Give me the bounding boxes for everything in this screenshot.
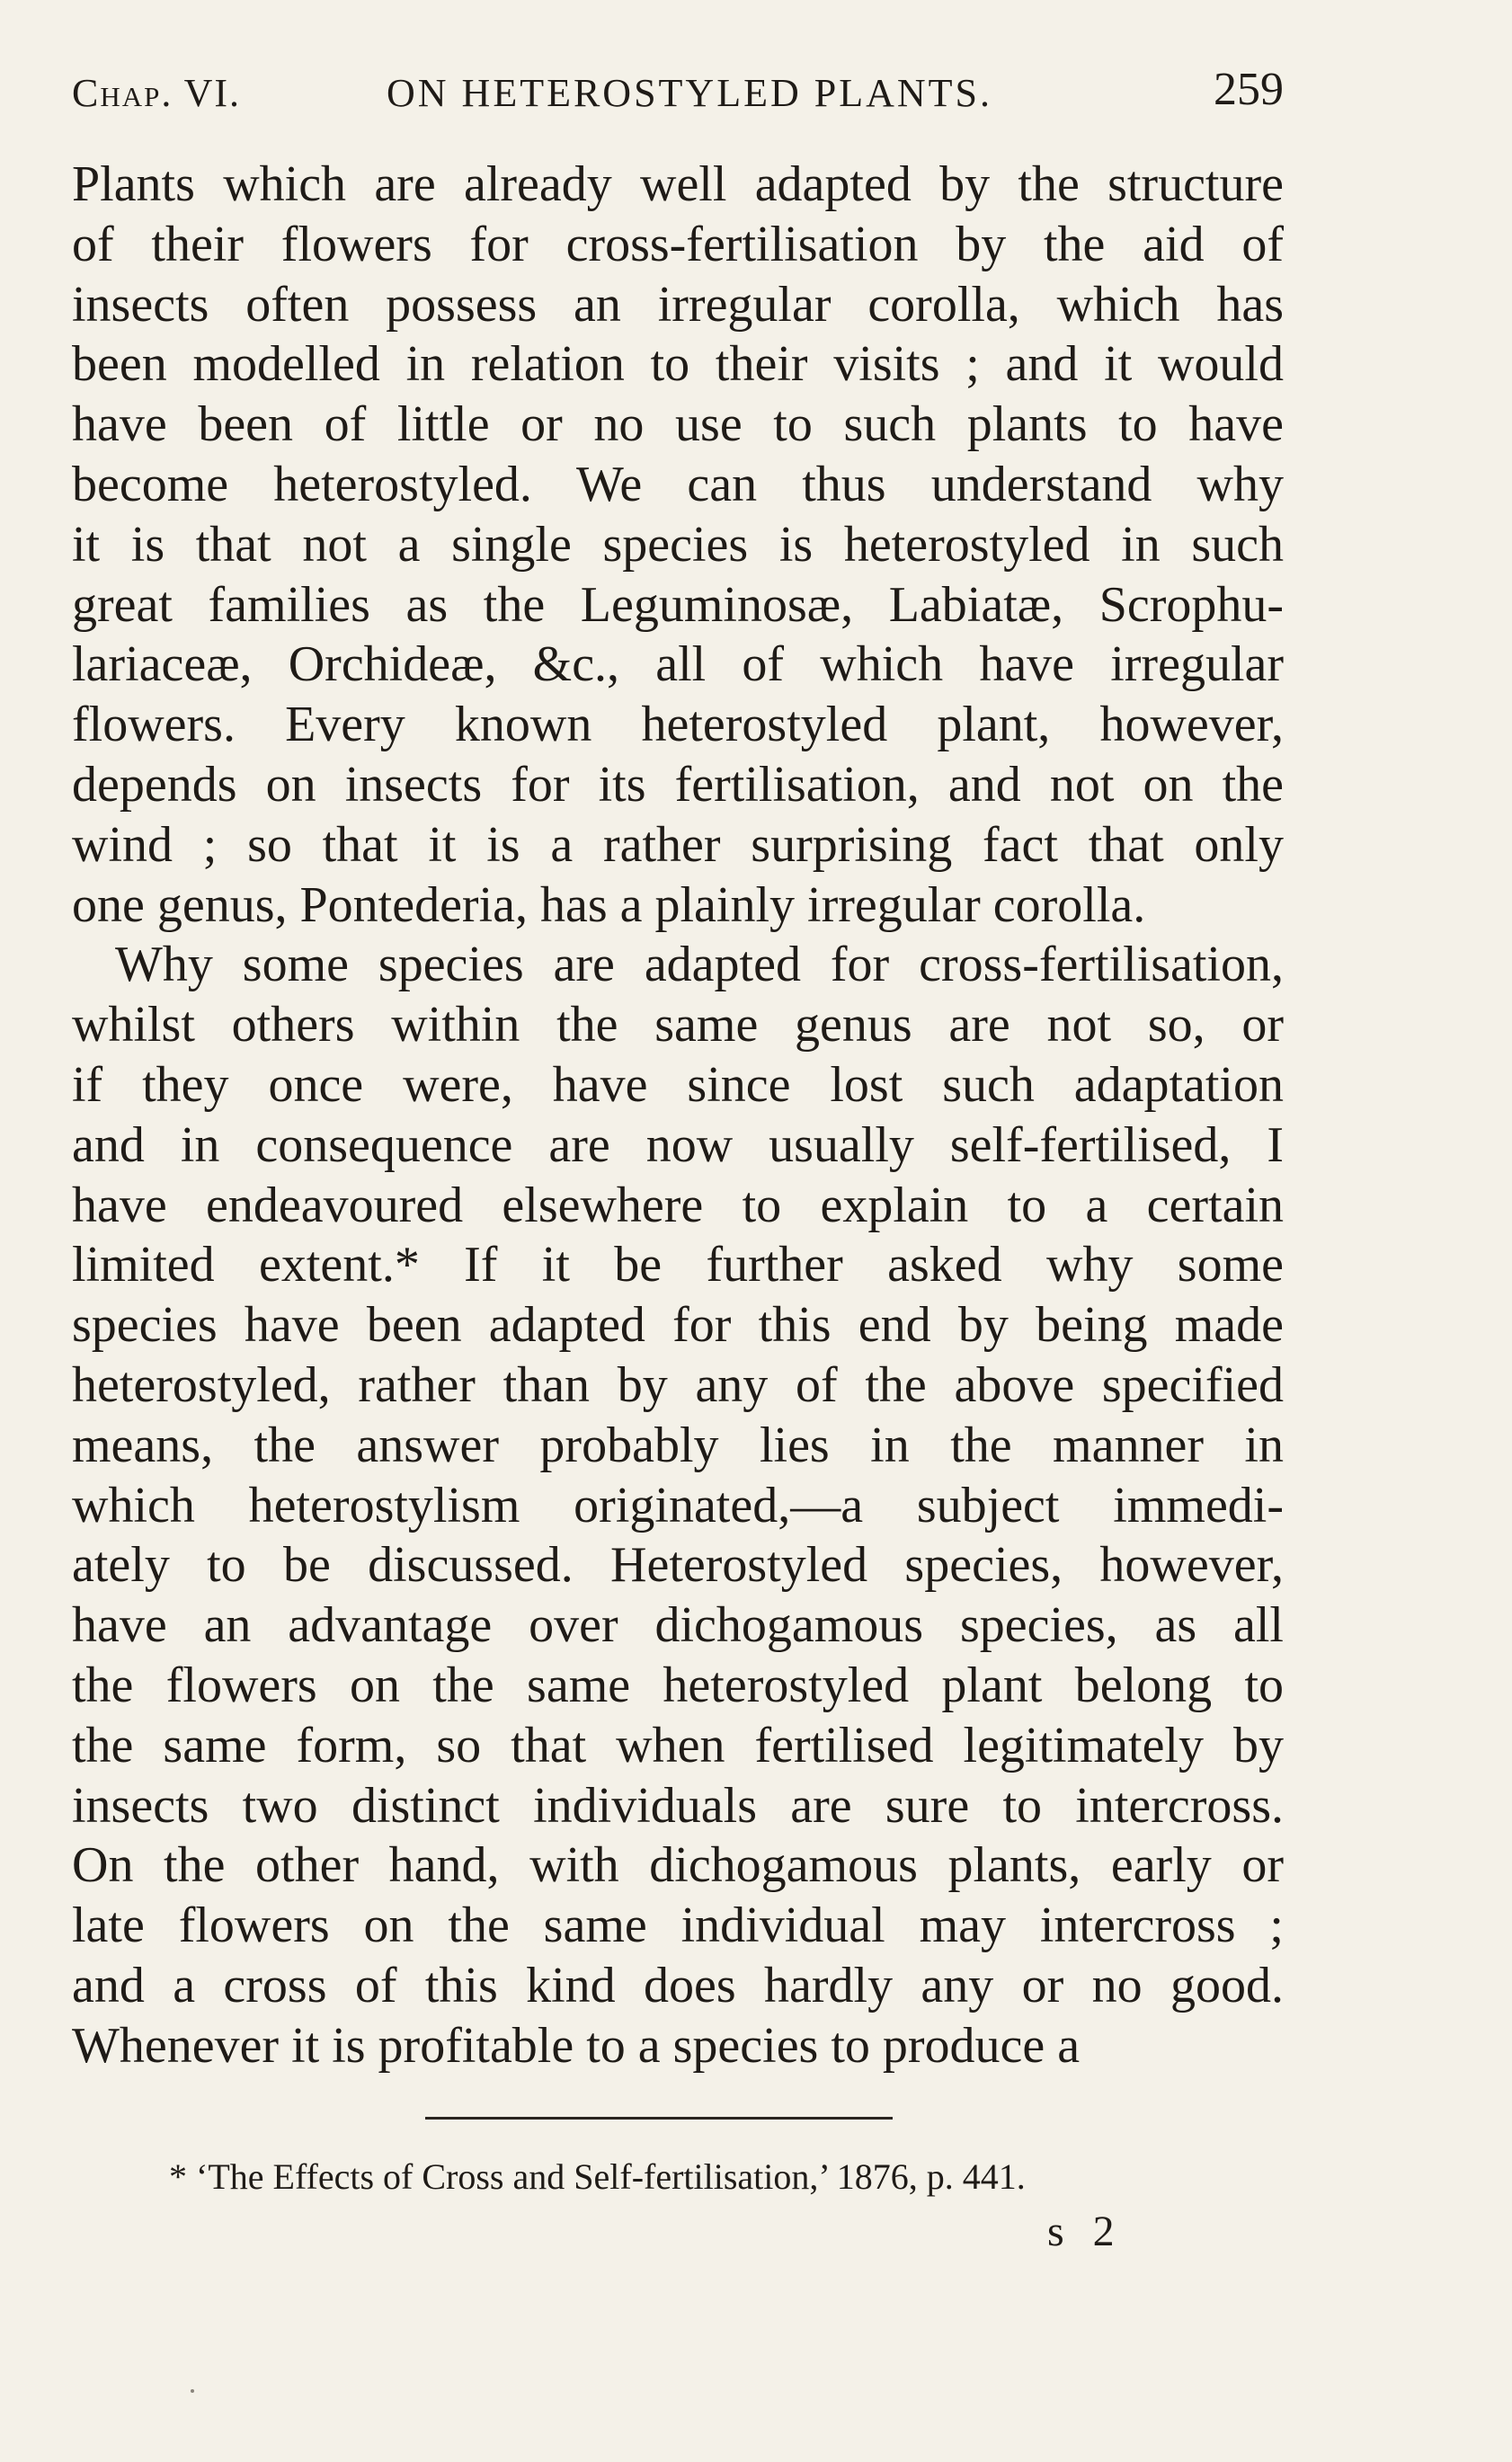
- chapter-label: Chap. VI.: [72, 71, 241, 115]
- paragraph: [72, 935, 1284, 2075]
- text-line: insects often possess an irregular corolla, which has: [72, 276, 1284, 333]
- text-line: great families as the Leguminosæ, Labiatæ, Scrophu-: [72, 576, 1284, 633]
- text-line: Plants which are already well adapted by the structure: [72, 156, 1284, 212]
- text-line: depends on insects for its fertilisation, and not on the: [72, 756, 1284, 813]
- running-header: [72, 63, 1284, 117]
- text-line: wind ; so that it is a rather surprising fact that only: [72, 816, 1284, 873]
- text-line: ately to be discussed. Heterostyled species, however,: [72, 1537, 1284, 1594]
- text-line: On the other hand, with dichogamous plants, early or: [72, 1837, 1284, 1894]
- text-line: Whenever it is profitable to a species to produce a: [72, 2017, 1081, 2074]
- text-line: means, the answer probably lies in the manner in: [72, 1417, 1284, 1473]
- text-line: and a cross of this kind does hardly any or no good.: [72, 1957, 1284, 2013]
- footnote-divider: [425, 2117, 893, 2120]
- text-line: it is that not a single species is heterostyled in such: [72, 516, 1284, 573]
- text-line: late flowers on the same individual may intercross ;: [72, 1898, 1284, 1954]
- text-line: have endeavoured elsewhere to explain to a certain: [72, 1177, 1284, 1233]
- text-line: flowers. Every known heterostyled plant, however,: [72, 697, 1284, 753]
- text-line: lariaceæ, Orchideæ, &c., all of which have irregular: [72, 636, 1284, 693]
- text-line: heterostyled, rather than by any of the above specified: [72, 1356, 1284, 1413]
- text-line: whilst others within the same genus are not so, or: [72, 997, 1284, 1053]
- signature-mark: s 2: [1047, 2208, 1124, 2255]
- text-line: limited extent.* If it be further asked why some: [72, 1237, 1284, 1293]
- text-line: insects two distinct individuals are sure to intercross.: [72, 1777, 1284, 1834]
- body-text: [72, 155, 1284, 2076]
- paragraph: [72, 155, 1284, 935]
- text-line: Why some species are adapted for cross-fertilisation,: [115, 937, 1284, 993]
- page-number: 259: [1214, 64, 1284, 115]
- text-line: become heterostyled. We can thus understand why: [72, 456, 1284, 512]
- footnote: * ‘The Effects of Cross and Self-fertilisation,’ 1876, p. 441.: [169, 2156, 1026, 2197]
- text-line: been modelled in relation to their visits ; and it would: [72, 336, 1284, 393]
- text-line: species have been adapted for this end by being made: [72, 1297, 1284, 1354]
- text-line: which heterostylism originated,—a subject immedi-: [72, 1477, 1284, 1533]
- text-line: the flowers on the same heterostyled plant belong to: [72, 1657, 1284, 1713]
- paper-speck: [191, 2389, 194, 2393]
- text-line: of their flowers for cross-fertilisation by the aid of: [72, 216, 1284, 272]
- text-line: and in consequence are now usually self-fertilised, I: [72, 1116, 1284, 1173]
- text-line: if they once were, have since lost such adaptation: [72, 1056, 1284, 1113]
- text-line: have been of little or no use to such plants to have: [72, 396, 1284, 453]
- text-line: the same form, so that when fertilised legitimately by: [72, 1717, 1284, 1773]
- text-line: have an advantage over dichogamous species, as all: [72, 1597, 1284, 1654]
- running-title: ON HETEROSTYLED PLANTS.: [387, 71, 992, 115]
- text-line: one genus, Pontederia, has a plainly irregular corolla.: [72, 876, 1146, 933]
